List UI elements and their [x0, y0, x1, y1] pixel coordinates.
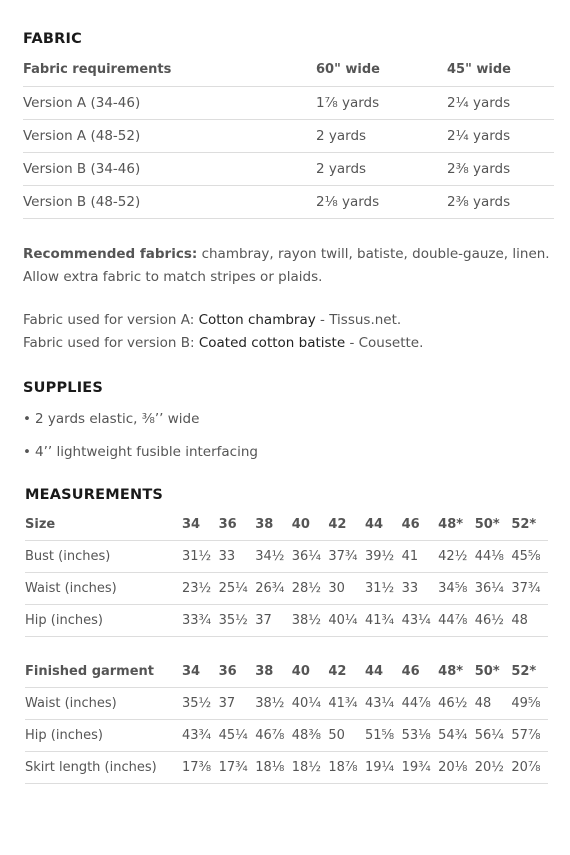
table-cell: Hip (inches)	[25, 720, 182, 752]
table-cell: 40¼	[328, 605, 365, 637]
table-row	[23, 87, 554, 120]
used-b-fabric: Coated cotton batiste	[198, 335, 346, 351]
table-header-row	[25, 655, 548, 688]
fabric-used-paragraph	[23, 309, 563, 355]
column-header: 44	[365, 508, 402, 541]
table-cell: 30	[328, 573, 365, 605]
table-cell: 46½	[438, 688, 475, 720]
table-cell: Waist (inches)	[25, 573, 182, 605]
supply-text: 4’’ lightweight fusible interfacing	[35, 444, 258, 460]
table-cell: 43¾	[182, 720, 219, 752]
table-cell: 42½	[438, 541, 475, 573]
column-header: 36	[219, 508, 256, 541]
column-header: 46	[402, 508, 439, 541]
used-b-prefix: Fabric used for version B:	[23, 335, 199, 351]
table-cell: 43¼	[402, 605, 439, 637]
table-cell: 44⅛	[475, 541, 512, 573]
table-cell: 18⅞	[328, 752, 365, 784]
table-cell: 17⅜	[182, 752, 219, 784]
list-item	[23, 439, 258, 472]
table-cell: 48	[475, 688, 512, 720]
fabric-heading: FABRIC	[23, 31, 82, 47]
table-cell: 19¾	[402, 752, 439, 784]
column-header: 34	[182, 508, 219, 541]
table-cell: 2⅜ yards	[447, 153, 554, 186]
column-header: 42	[328, 655, 365, 688]
table-cell: 41	[402, 541, 439, 573]
table-cell: Version B (34-46)	[23, 153, 316, 186]
table-cell: 50	[328, 720, 365, 752]
table-cell: 45⅝	[511, 541, 548, 573]
fabric-requirements-table	[23, 52, 554, 219]
table-row	[23, 186, 554, 219]
table-cell: 38½	[292, 605, 329, 637]
table-cell: 17¾	[219, 752, 256, 784]
list-item	[23, 406, 258, 439]
column-header: Finished garment	[25, 655, 182, 688]
table-cell: 44⅞	[438, 605, 475, 637]
supplies-list	[23, 406, 258, 472]
column-header: Fabric requirements	[23, 52, 316, 87]
table-cell: 31½	[365, 573, 402, 605]
column-header: 42	[328, 508, 365, 541]
table-cell: 37¾	[328, 541, 365, 573]
table-cell: 20⅛	[438, 752, 475, 784]
column-header: 40	[292, 508, 329, 541]
recommended-fabrics-paragraph	[23, 243, 563, 289]
table-cell: 31½	[182, 541, 219, 573]
finished-garment-table	[25, 655, 548, 784]
table-cell: 48⅜	[292, 720, 329, 752]
table-row	[23, 120, 554, 153]
table-cell: Version B (48-52)	[23, 186, 316, 219]
column-header: 48*	[438, 655, 475, 688]
table-cell: 34⅝	[438, 573, 475, 605]
table-cell: 20½	[475, 752, 512, 784]
table-cell: 35½	[219, 605, 256, 637]
column-header: 48*	[438, 508, 475, 541]
table-row	[25, 573, 548, 605]
table-cell: 37	[219, 688, 256, 720]
column-header: 50*	[475, 508, 512, 541]
table-row	[25, 688, 548, 720]
used-b-suffix: - Cousette.	[345, 335, 424, 351]
table-cell: 19¼	[365, 752, 402, 784]
table-cell: 43¼	[365, 688, 402, 720]
table-cell: 33¾	[182, 605, 219, 637]
table-cell: 2¼ yards	[447, 87, 554, 120]
table-cell: 41¾	[365, 605, 402, 637]
table-cell: Skirt length (inches)	[25, 752, 182, 784]
recommended-label: Recommended fabrics:	[23, 246, 198, 262]
table-header-row	[23, 52, 554, 87]
table-cell: 37	[255, 605, 292, 637]
table-cell: Hip (inches)	[25, 605, 182, 637]
column-header: 52*	[511, 508, 548, 541]
supply-text: 2 yards elastic, ⅜’’ wide	[35, 411, 200, 427]
table-cell: Bust (inches)	[25, 541, 182, 573]
table-cell: 46½	[475, 605, 512, 637]
table-cell: 33	[219, 541, 256, 573]
used-a-fabric: Cotton chambray	[198, 312, 316, 328]
table-cell: 37¾	[511, 573, 548, 605]
column-header: 50*	[475, 655, 512, 688]
table-cell: 1⅞ yards	[316, 87, 447, 120]
column-header: 40	[292, 655, 329, 688]
table-cell: 34½	[255, 541, 292, 573]
table-cell: 2¼ yards	[447, 120, 554, 153]
column-header: 34	[182, 655, 219, 688]
table-cell: 39½	[365, 541, 402, 573]
table-cell: Waist (inches)	[25, 688, 182, 720]
table-cell: 2 yards	[316, 153, 447, 186]
table-cell: 20⅞	[511, 752, 548, 784]
table-cell: Version A (34-46)	[23, 87, 316, 120]
table-row	[25, 752, 548, 784]
table-cell: 46⅞	[255, 720, 292, 752]
table-cell: 35½	[182, 688, 219, 720]
bullet-icon: •	[23, 411, 31, 427]
table-cell: 28½	[292, 573, 329, 605]
column-header: 52*	[511, 655, 548, 688]
recommended-text: chambray, rayon twill, batiste, double-gauze, linen. Allow extra fabric to match stripes or plaids.	[23, 246, 550, 285]
column-header: 46	[402, 655, 439, 688]
table-header-row	[25, 508, 548, 541]
table-cell: 2⅜ yards	[447, 186, 554, 219]
table-cell: 2 yards	[316, 120, 447, 153]
table-cell: 18½	[292, 752, 329, 784]
table-cell: 38½	[255, 688, 292, 720]
column-header: 44	[365, 655, 402, 688]
used-a-prefix: Fabric used for version A:	[23, 312, 199, 328]
table-cell: 23½	[182, 573, 219, 605]
table-row	[23, 153, 554, 186]
table-cell: 51⅝	[365, 720, 402, 752]
table-cell: 45¼	[219, 720, 256, 752]
table-cell: 40¼	[292, 688, 329, 720]
table-cell: 57⅞	[511, 720, 548, 752]
table-cell: 53⅛	[402, 720, 439, 752]
table-cell: 36¼	[475, 573, 512, 605]
table-cell: 33	[402, 573, 439, 605]
table-cell: 48	[511, 605, 548, 637]
table-cell: 54¾	[438, 720, 475, 752]
column-header: 45" wide	[447, 52, 554, 87]
table-cell: 44⅞	[402, 688, 439, 720]
table-cell: 25¼	[219, 573, 256, 605]
table-cell: 18⅛	[255, 752, 292, 784]
table-cell: 56¼	[475, 720, 512, 752]
table-row	[25, 720, 548, 752]
table-cell: 2⅛ yards	[316, 186, 447, 219]
table-row	[25, 605, 548, 637]
column-header: Size	[25, 508, 182, 541]
table-row	[25, 541, 548, 573]
table-cell: 41¾	[328, 688, 365, 720]
body-measurements-table	[25, 508, 548, 637]
used-a-suffix: - Tissus.net.	[315, 312, 402, 328]
column-header: 38	[255, 508, 292, 541]
column-header: 60" wide	[316, 52, 447, 87]
table-cell: 26¾	[255, 573, 292, 605]
supplies-heading: SUPPLIES	[23, 380, 104, 396]
column-header: 38	[255, 655, 292, 688]
table-cell: 36¼	[292, 541, 329, 573]
table-cell: 49⅝	[511, 688, 548, 720]
table-cell: Version A (48-52)	[23, 120, 316, 153]
column-header: 36	[219, 655, 256, 688]
measurements-heading: MEASUREMENTS	[25, 487, 164, 503]
bullet-icon: •	[23, 444, 31, 460]
